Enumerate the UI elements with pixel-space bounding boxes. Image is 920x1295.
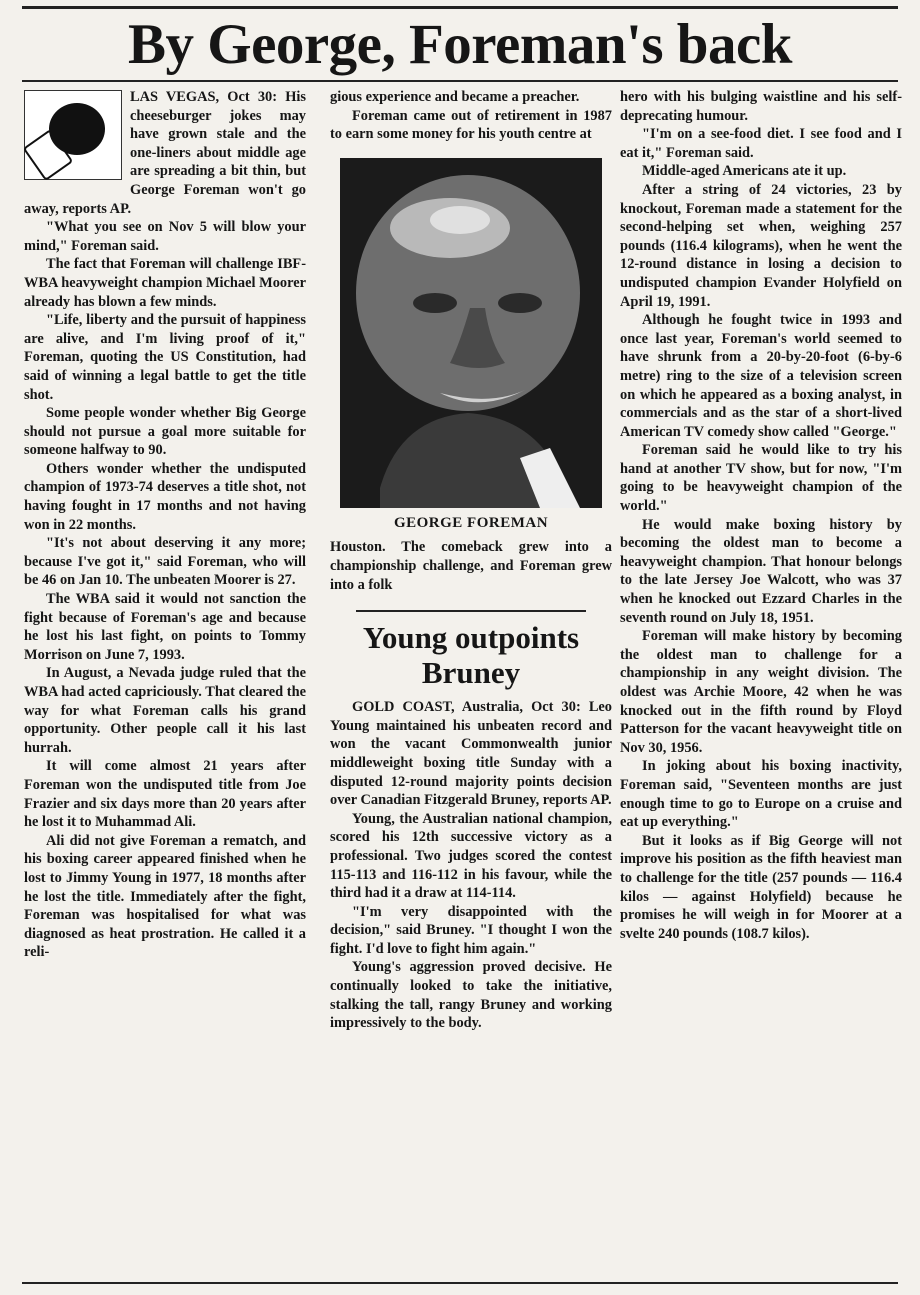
boxing-glove-icon bbox=[24, 90, 122, 180]
paragraph: Foreman will make history by becoming the oldest man to challenge for a championship in any weight division. The oldest was Archie Moore, 42 when he was knocked out in the fifth round by Floyd Patterson for the vacant heavyweight title on Nov 30, 1956. bbox=[620, 628, 902, 756]
paragraph: Although he fought twice in 1993 and once last year, Foreman's world seemed to have shrunk from a 20-by-20-foot (6-by-6 metre) ring to the size of a television screen on which he appeared as a boxing analyst, in commercials and as the star of a short-lived American TV comedy show called "George." bbox=[620, 312, 902, 440]
paragraph: Young's aggression proved decisive. He continually looked to take the initiative, stalking the tall, rangy Bruney and working impressively to the body. bbox=[330, 959, 612, 1032]
paragraph: Others wonder whether the undisputed champion of 1973-74 deserves a title shot, not having fought in 17 months and not having won in 22 months. bbox=[24, 460, 306, 533]
paragraph: "I'm very disappointed with the decision," said Bruney. "I thought I won the fight. I'd love to fight him again." bbox=[330, 903, 612, 957]
section-rule bbox=[356, 610, 586, 612]
column-3 bbox=[620, 88, 902, 943]
paragraph: In August, a Nevada judge ruled that the WBA had acted capriciously. That cleared the way for what Foreman calls his grand opportunity. Other people call it his last hurrah. bbox=[24, 665, 306, 756]
paragraph: "It's not about deserving it any more; because I've got it," said Foreman, who will be 46 on Jan 10. The unbeaten Moorer is 27. bbox=[24, 535, 306, 589]
paragraph: After a string of 24 victories, 23 by knockout, Foreman made a statement for the second-helping set when, weighing 257 pounds (116.4 kilograms), when he went the 12-round distance in losing a decision to undisputed champion Evander Holyfield on April 19, 1991. bbox=[620, 181, 902, 310]
foreman-portrait-photo bbox=[340, 158, 602, 508]
sub-headline: Young outpoints Bruney bbox=[362, 620, 580, 691]
paragraph: gious experience and became a preacher. bbox=[330, 89, 580, 105]
headline: By George, Foreman's back bbox=[127, 13, 793, 76]
paragraph: He would make boxing history by becoming the oldest man to become a heavyweight champion. That honour belongs to the late Jersey Joe Walcott, who was 37 when he knocked out Ezzard Charles in the seventh round on July 18, 1951. bbox=[620, 516, 902, 626]
paragraph: It will come almost 21 years after Foreman won the undisputed title from Joe Frazier and six days more than 20 years after he lost it to Muhammad Ali. bbox=[24, 758, 306, 831]
paragraph: hero with his bulging waistline and his self-deprecating humour. bbox=[620, 89, 902, 124]
paragraph: "I'm on a see-food diet. I see food and I eat it," Foreman said. bbox=[620, 126, 902, 161]
top-rule bbox=[22, 6, 898, 9]
paragraph: Foreman came out of retirement in 1987 to earn some money for his youth centre at bbox=[330, 107, 612, 143]
paragraph: The WBA said it would not sanction the fight because of Foreman's age and because he lost his last fight, on points to Tommy Morrison on June 7, 1993. bbox=[24, 591, 306, 663]
photo-caption: GEORGE FOREMAN bbox=[393, 514, 549, 531]
paragraph: Foreman said he would like to try his hand at another TV show, but for now, "I'm going to be heavyweight champion of the world." bbox=[620, 442, 902, 515]
column-2 bbox=[330, 88, 612, 1033]
bottom-rule bbox=[22, 1282, 898, 1284]
paragraph: LAS VEGAS, Oct 30: His cheeseburger jokes may have grown stale and the one-liners about middle age are spreading a bit thin, but George Foreman won't go away, reports AP. bbox=[24, 89, 306, 217]
paragraph: Ali did not give Foreman a rematch, and his boxing career appeared finished when he lost to Jimmy Young in 1977, 18 months after he lost the title. Immediately after the fight, Foreman was hospitalised for what was diagnosed as heat prostration. He called it a reli- bbox=[24, 832, 306, 961]
paragraph: But it looks as if Big George will not improve his position as the fifth heaviest man to challenge for the title (257 pounds — 116.4 kilos — against Holyfield) because he promises he will weigh in for Moorer at a svelte 240 pounds (108.7 kilos). bbox=[620, 832, 902, 942]
headline-rule bbox=[22, 80, 898, 82]
paragraph: Some people wonder whether Big George should not pursue a goal more suitable for someone halfway to 90. bbox=[24, 405, 306, 459]
paragraph: Middle-aged Americans ate it up. bbox=[642, 163, 847, 180]
paragraph: GOLD COAST, Australia, Oct 30: Leo Young maintained his unbeaten record and won the vacant Commonwealth junior middleweight boxing title Sunday with a disputed 12-round majority points decision over Canadian Fitzgerald Bruney, reports AP. bbox=[330, 699, 612, 809]
paragraph: "Life, liberty and the pursuit of happiness are alive, and I'm living proof of it," Foreman, quoting the US Constitution, had said of winning a legal battle to get the title shot. bbox=[24, 312, 306, 403]
paragraph: The fact that Foreman will challenge IBF-WBA heavyweight champion Michael Moorer already has blown a few minds. bbox=[24, 256, 306, 310]
paragraph: In joking about his boxing inactivity, Foreman said, "Seventeen months are just enough time to go to Europe on a cruise and eat up everything." bbox=[620, 758, 902, 831]
paragraph: "What you see on Nov 5 will blow your mind," Foreman said. bbox=[24, 219, 306, 254]
paragraph: Houston. The comeback grew into a championship challenge, and Foreman grew into a folk bbox=[330, 539, 612, 593]
column-1 bbox=[24, 88, 306, 962]
paragraph: Young, the Australian national champion, scored his 12th successive victory as a professional. Two judges scored the contest 115-113 and 116-112 in his favour, while the third had it a draw at 114-114. bbox=[330, 810, 612, 902]
